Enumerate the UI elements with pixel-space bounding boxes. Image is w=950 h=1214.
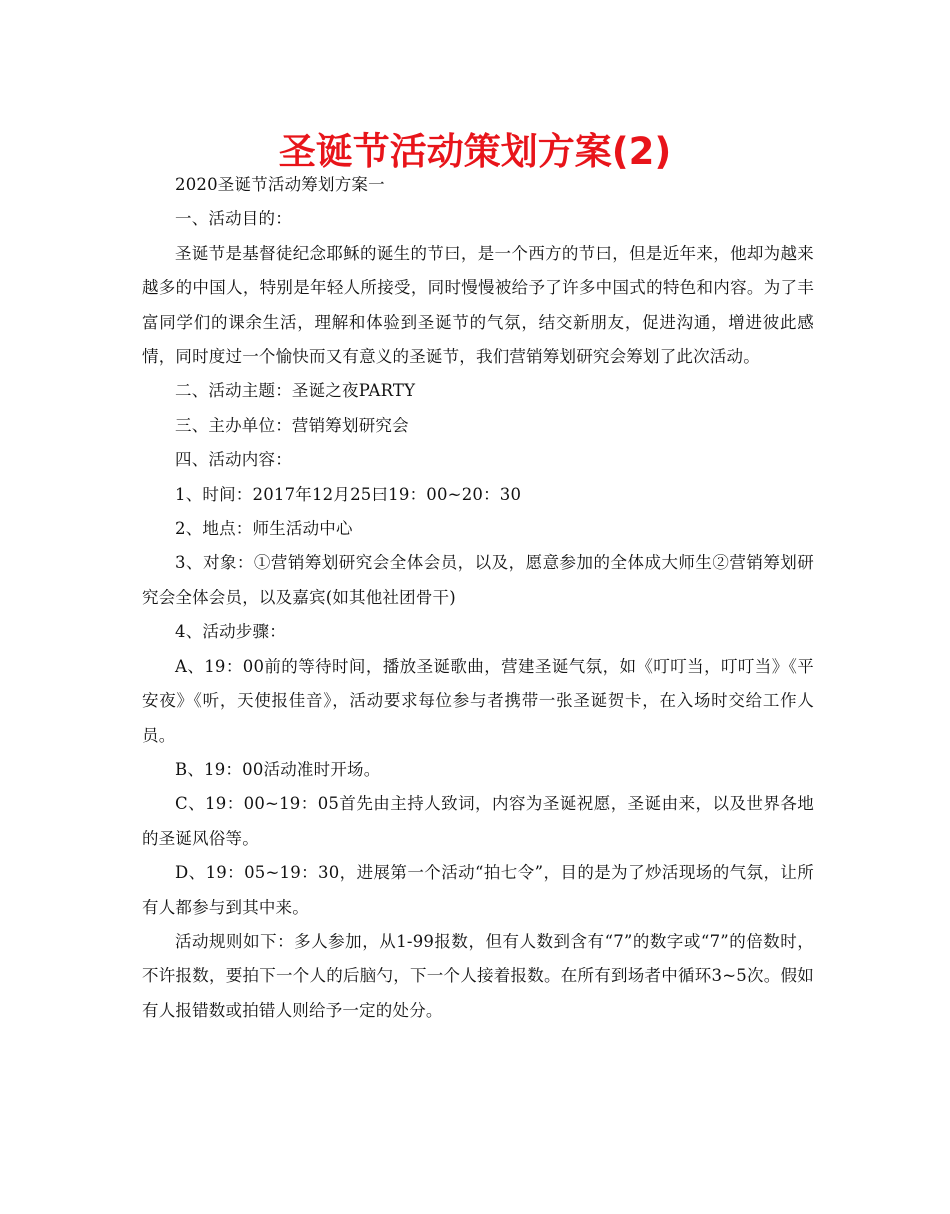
paragraph-step-a: A、19：00前的等待时间，播放圣诞歌曲，营建圣诞气氛，如《叮叮当，叮叮当》《平安夜》《听，天使报佳音》，活动要求每位参与者携带一张圣诞贺卡，在入场时交给工作人员。 xyxy=(142,656,814,745)
paragraph-time: 1、时间：2017年12月25曰19：00~20：30 xyxy=(175,484,522,504)
paragraph-section-purpose: 一、活动目的： xyxy=(175,209,292,229)
paragraph-organizer: 三、主办单位：营销筹划研究会 xyxy=(175,415,409,435)
paragraph-step-c: C、19：00~19：05首先由主持人致词，内容为圣诞祝愿，圣诞由来，以及世界各地的圣诞风俗等。 xyxy=(142,794,814,848)
paragraph-step-b: B、19：00活动准时开场。 xyxy=(175,759,381,779)
document-body xyxy=(142,168,814,1028)
paragraph-section-content: 四、活动内容： xyxy=(175,450,292,470)
paragraph-steps-heading: 4、活动步骤： xyxy=(175,622,286,642)
paragraph-purpose-text: 圣诞节是基督徒纪念耶稣的诞生的节曰，是一个西方的节曰，但是近年来，他却为越来越多的中国人，特别是年轻人所接受，同时慢慢被给予了许多中国式的特色和内容。为了丰富同学们的课余生活，理解和体验到圣诞节的气氛，结交新朋友，促进沟通，增进彼此感情，同时度过一个愉快而又有意义的圣诞节，我们营销筹划研究会筹划了此次活动。 xyxy=(142,243,814,367)
paragraph-plan-heading: 2020圣诞节活动筹划方案一 xyxy=(175,175,385,194)
paragraph-theme: 二、活动主题：圣诞之夜PARTY xyxy=(175,381,416,401)
paragraph-audience: 3、对象：①营销筹划研究会全体会员，以及，愿意参加的全体成大师生②营销筹划研究会全体会员，以及嘉宾(如其他社团骨干) xyxy=(142,553,814,607)
paragraph-location: 2、地点：师生活动中心 xyxy=(175,519,353,539)
paragraph-step-d: D、19：05~19：30，进展第一个活动“拍七令”，目的是为了炒活现场的气氛，让所有人都参与到其中来。 xyxy=(142,863,814,917)
document-title: 圣诞节活动策划方案(2) xyxy=(278,130,672,173)
paragraph-game-rules: 活动规则如下：多人参加，从1-99报数，但有人数到含有“7”的数字或“7”的倍数时，不许报数，要拍下一个人的后脑勺，下一个人接着报数。在所有到场者中循环3~5次。假如有人报错数或拍错人则给予一定的处分。 xyxy=(142,931,814,1020)
